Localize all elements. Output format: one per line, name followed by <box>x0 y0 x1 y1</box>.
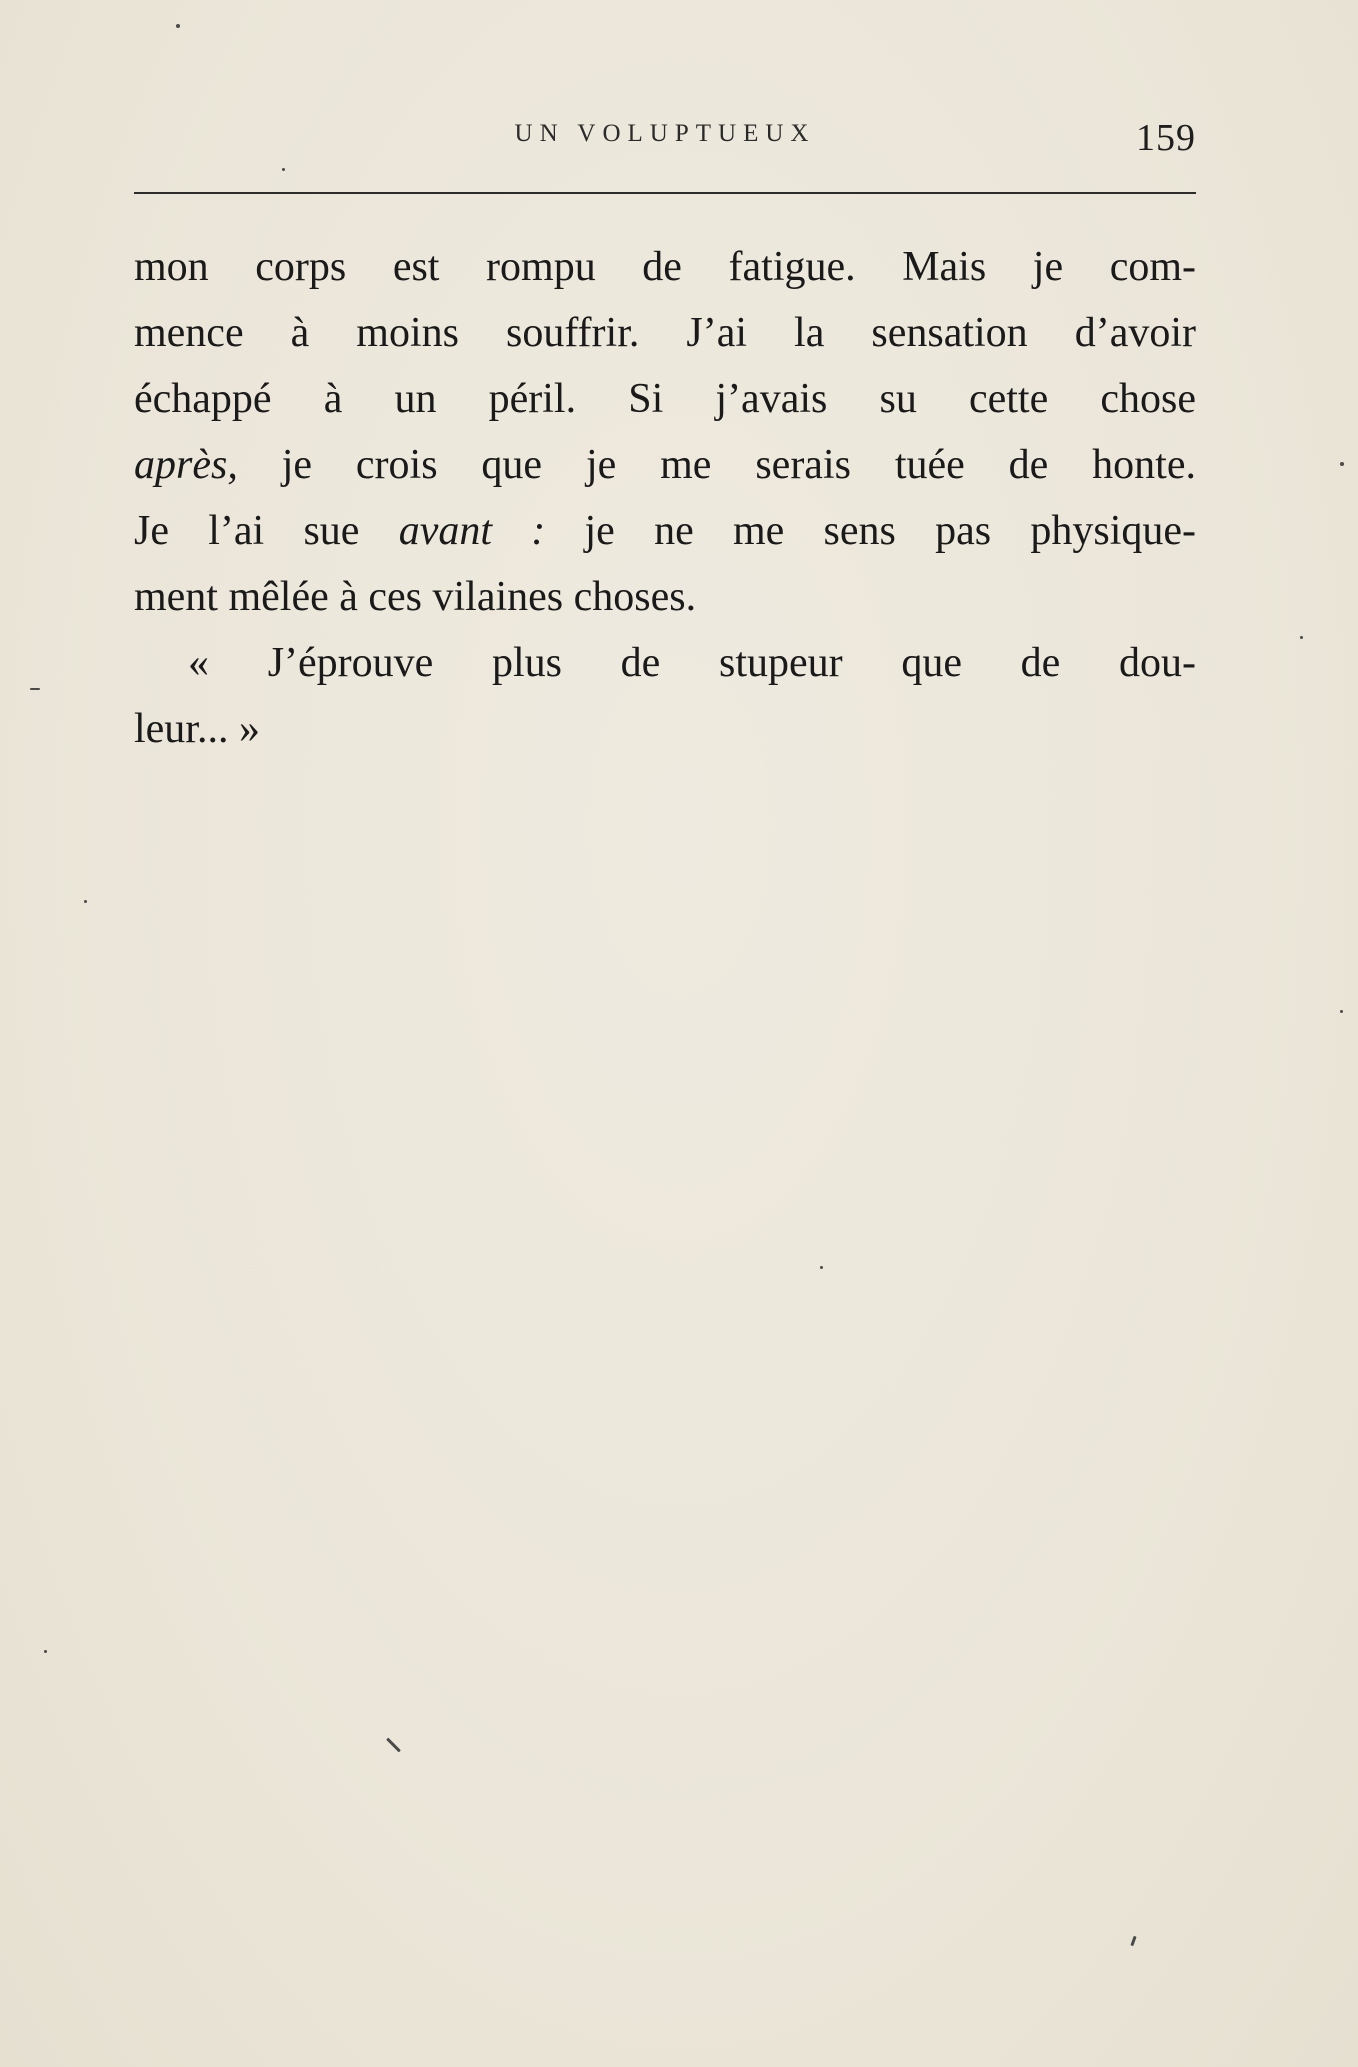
text-line: ment mêlée à ces vilaines choses. <box>134 574 697 620</box>
paper-speck <box>820 1266 823 1269</box>
paper-speck <box>282 168 285 171</box>
text-line: mence à moins souffrir. J’ai la sensation d’avoir <box>134 310 1196 356</box>
running-title: UN VOLUPTUEUX <box>514 120 816 147</box>
page-number: 159 <box>1136 117 1196 159</box>
paper-speck <box>30 688 40 690</box>
text-line: échappé à un péril. Si j’avais su cette chose <box>134 376 1196 422</box>
paper-speck <box>1340 462 1344 466</box>
paper-speck <box>386 1738 401 1753</box>
paper-speck <box>1130 1936 1136 1946</box>
running-head <box>134 116 1196 159</box>
italic-word: après, <box>134 442 238 488</box>
paper-speck <box>1340 1010 1343 1013</box>
paper-speck <box>44 1650 47 1653</box>
paper-speck <box>176 24 180 28</box>
italic-word: avant : <box>398 508 546 554</box>
body-text <box>134 234 1196 762</box>
text-line: Je l’ai sue avant : je ne me sens pas physique- <box>134 508 1196 554</box>
text-line: après, je crois que je me serais tuée de honte. <box>134 442 1196 488</box>
text-line: leur... » <box>134 706 260 752</box>
paper-speck <box>1300 636 1303 639</box>
text-line: « J’éprouve plus de stupeur que de dou- <box>188 640 1196 686</box>
paper-speck <box>84 900 87 903</box>
header-rule <box>134 192 1196 194</box>
text-line: mon corps est rompu de fatigue. Mais je com- <box>134 244 1196 290</box>
